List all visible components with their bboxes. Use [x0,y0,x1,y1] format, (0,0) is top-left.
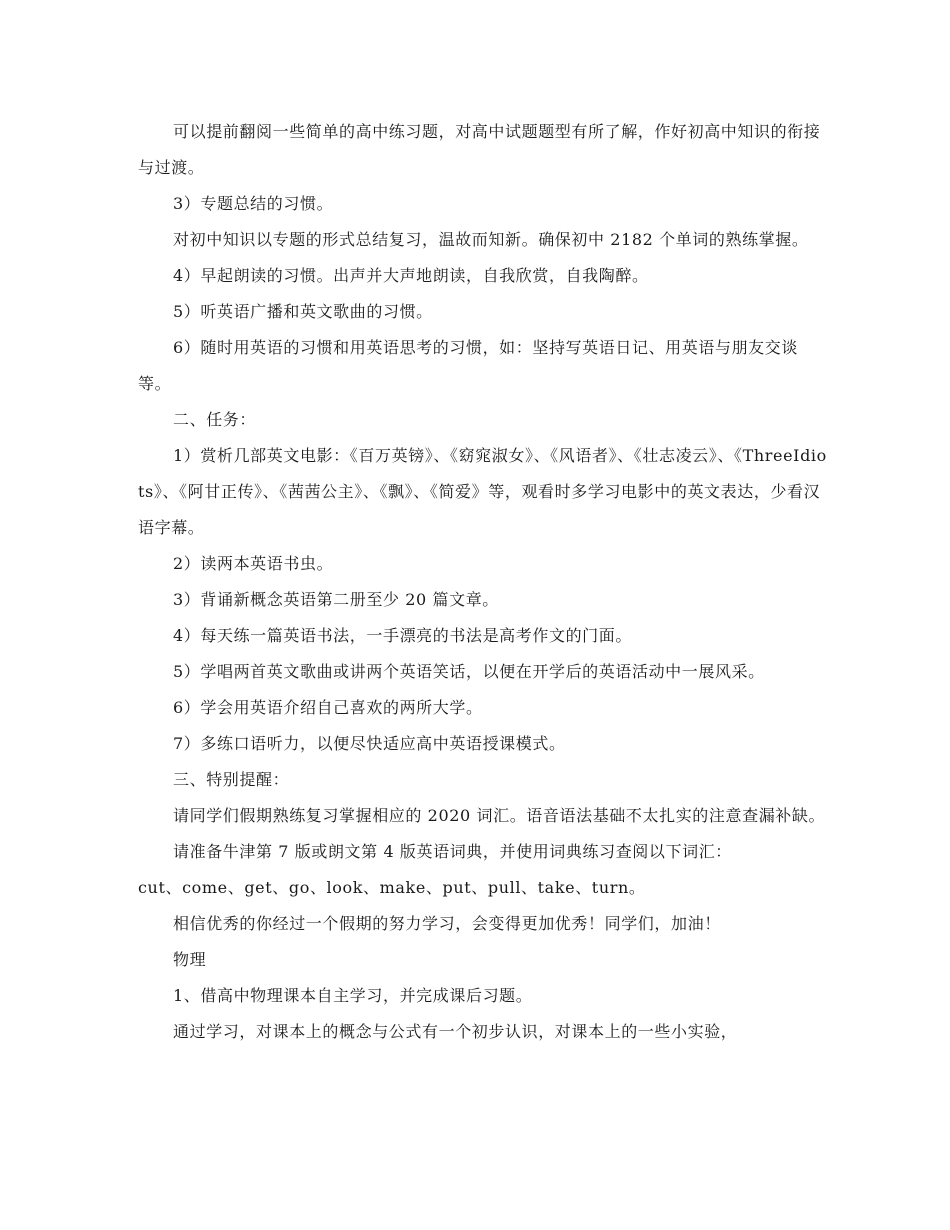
paragraph: 请准备牛津第 7 版或朗文第 4 版英语词典，并使用词典练习查阅以下词汇： [173,842,732,861]
paragraph: 1）赏析几部英文电影：《百万英镑》、《窈窕淑女》、《风语者》、《壮志凌云》、《ThreeIdiots》、《阿甘正传》、《茜茜公主》、《飘》、《简爱》等，观看时多学习电影中的英文表达，少看汉语字幕。 [138,446,827,537]
paragraph: 5）学唱两首英文歌曲或讲两个英语笑话，以便在开学后的英语活动中一展风采。 [173,662,765,681]
paragraph: 对初中知识以专题的形式总结复习，温故而知新。确保初中 2182 个单词的熟练掌握。 [173,230,809,249]
paragraph: 3）专题总结的习惯。 [173,194,334,213]
paragraph: 7）多练口语听力，以便尽快适应高中英语授课模式。 [173,734,566,753]
paragraph: 6）随时用英语的习惯和用英语思考的习惯，如：坚持写英语日记、用英语与朋友交谈等。 [138,338,798,393]
paragraph: 2）读两本英语书虫。 [173,554,334,573]
paragraph: 请同学们假期熟练复习掌握相应的 2020 词汇。语音语法基础不太扎实的注意查漏补缺。 [173,806,826,825]
paragraph: 5）听英语广播和英文歌曲的习惯。 [173,302,433,321]
word-list: cut、come、get、go、look、make、put、pull、take、turn。 [138,878,646,897]
section-heading: 物理 [173,950,207,969]
paragraph: 6）学会用英语介绍自己喜欢的两所大学。 [173,698,483,717]
paragraph: 3）背诵新概念英语第二册至少 20 篇文章。 [173,590,499,609]
paragraph: 相信优秀的你经过一个假期的努力学习，会变得更加优秀！同学们，加油！ [173,914,721,933]
paragraph: 1、借高中物理课本自主学习，并完成课后习题。 [173,986,533,1005]
paragraph: 4）早起朗读的习惯。出声并大声地朗读，自我欣赏，自我陶醉。 [173,266,649,285]
paragraph: 4）每天练一篇英语书法，一手漂亮的书法是高考作文的门面。 [173,626,632,645]
section-heading: 二、任务： [173,410,257,429]
paragraph: 可以提前翻阅一些简单的高中练习题，对高中试题题型有所了解，作好初高中知识的衔接与过渡。 [138,122,821,177]
document-body [138,114,828,1050]
section-heading: 三、特别提醒： [173,770,290,789]
paragraph: 通过学习，对课本上的概念与公式有一个初步认识，对课本上的一些小实验， [173,1022,738,1041]
